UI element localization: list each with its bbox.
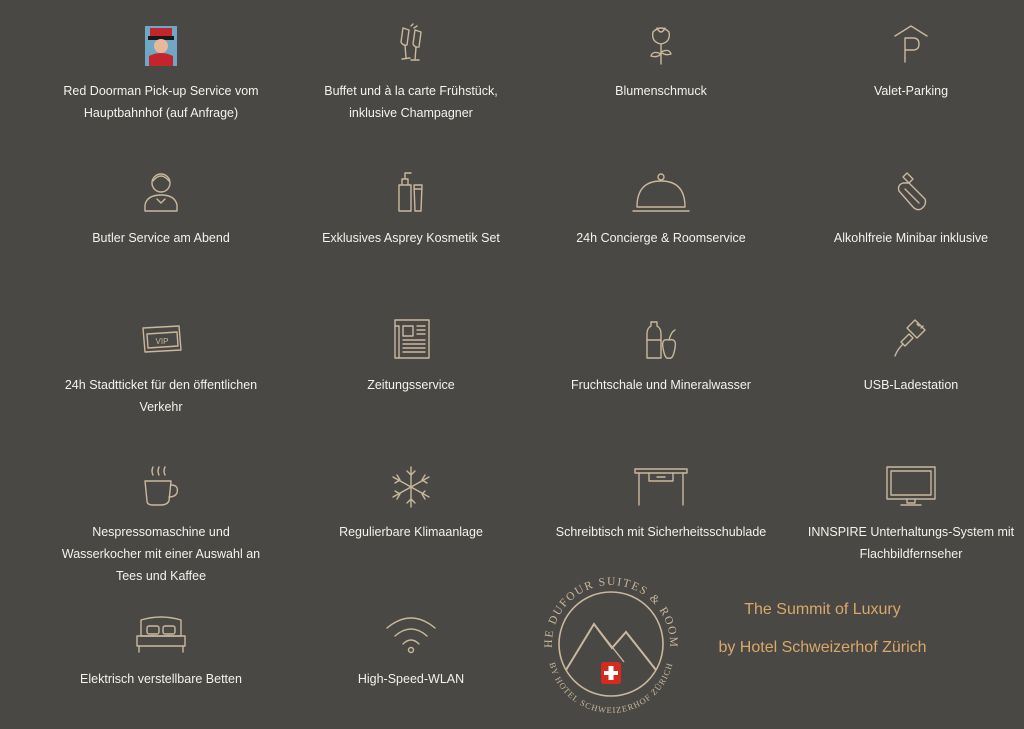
amenity-label-line: Verkehr — [139, 400, 183, 414]
amenity-cosmetics — [296, 169, 526, 249]
vip-ticket-icon — [131, 316, 191, 364]
amenity-label-line: Wasserkocher mit einer Auswahl an — [61, 547, 261, 561]
desk-icon — [631, 463, 691, 511]
bed-icon — [131, 610, 191, 658]
svg-text:VIP: VIP — [155, 337, 169, 346]
amenity-label-line: INNSPIRE Unterhaltungs-System mit — [807, 525, 1015, 539]
amenity-concierge — [546, 169, 776, 249]
logo-text-bottom: BY HOTEL SCHWEIZERHOF ZÜRICH — [547, 661, 675, 716]
amenity-label-line: inklusive Champagner — [349, 106, 473, 120]
amenity-label-line: Flachbildfernseher — [859, 547, 963, 561]
tv-icon — [881, 463, 941, 511]
amenity-newspaper — [296, 316, 526, 396]
snowflake-icon — [381, 463, 441, 511]
amenity-coffee — [46, 463, 276, 587]
amenity-label-line: 24h Concierge & Roomservice — [576, 231, 746, 245]
amenity-entertainment — [796, 463, 1024, 565]
tagline-line-1: The Summit of Luxury — [744, 601, 901, 618]
amenity-usb — [796, 316, 1024, 396]
amenity-air-conditioning — [296, 463, 526, 543]
amenity-label-line: Elektrisch verstellbare Betten — [80, 672, 242, 686]
amenity-label-line: Fruchtschale und Mineralwasser — [571, 378, 751, 392]
amenity-label-line: Red Doorman Pick-up Service vom — [63, 84, 259, 98]
doorman-icon — [131, 22, 191, 70]
amenity-butler — [46, 169, 276, 249]
amenity-beds — [46, 610, 276, 690]
amenity-minibar — [796, 169, 1024, 249]
amenity-flowers — [546, 22, 776, 102]
tagline-line-2: by Hotel Schweizerhof Zürich — [718, 639, 927, 656]
amenity-label-line: USB-Ladestation — [863, 378, 959, 392]
fruit-water-icon — [631, 316, 691, 364]
amenity-label-line: Alkohlfreie Minibar inklusive — [833, 231, 989, 245]
dufour-logo — [530, 562, 692, 724]
cosmetics-icon — [381, 169, 441, 217]
champagne-glasses-icon — [381, 22, 441, 70]
amenity-label-line: Buffet und à la carte Frühstück, — [324, 84, 498, 98]
amenity-label-line: Valet-Parking — [873, 84, 949, 98]
amenity-label-line: Hauptbahnhof (auf Anfrage) — [83, 106, 239, 120]
usb-icon — [881, 316, 941, 364]
coffee-cup-icon — [131, 463, 191, 511]
amenity-fruit-water — [546, 316, 776, 396]
flower-icon — [631, 22, 691, 70]
amenity-desk — [546, 463, 776, 543]
amenity-breakfast — [296, 22, 526, 124]
amenity-doorman — [46, 22, 276, 124]
newspaper-icon — [381, 316, 441, 364]
amenity-label-line: High-Speed-WLAN — [357, 672, 465, 686]
amenity-label-line: Regulierbare Klimaanlage — [339, 525, 483, 539]
amenity-valet-parking — [796, 22, 1024, 102]
amenity-label-line: Blumenschmuck — [615, 84, 707, 98]
bottle-icon — [881, 169, 941, 217]
cloche-icon — [631, 169, 691, 217]
parking-icon — [881, 22, 941, 70]
butler-icon — [131, 169, 191, 217]
logo-text-top: HE DUFOUR SUITES & ROOM — [542, 575, 680, 649]
amenity-wifi — [296, 610, 526, 690]
amenity-label-line: Zeitungsservice — [367, 378, 455, 392]
amenity-city-ticket — [46, 316, 276, 418]
amenity-label-line: 24h Stadtticket für den öffentlichen — [64, 378, 258, 392]
amenity-label-line: Butler Service am Abend — [92, 231, 230, 245]
amenity-label-line: Schreibtisch mit Sicherheitsschublade — [555, 525, 767, 539]
svg-text:THE DUFOUR SUITES & ROOMS — [530, 562, 679, 649]
amenity-label-line: Nespressomaschine und — [92, 525, 230, 539]
wifi-icon — [381, 610, 441, 658]
amenity-label-line: Tees und Kaffee — [115, 569, 207, 583]
amenity-label-line: Exklusives Asprey Kosmetik Set — [322, 231, 500, 245]
